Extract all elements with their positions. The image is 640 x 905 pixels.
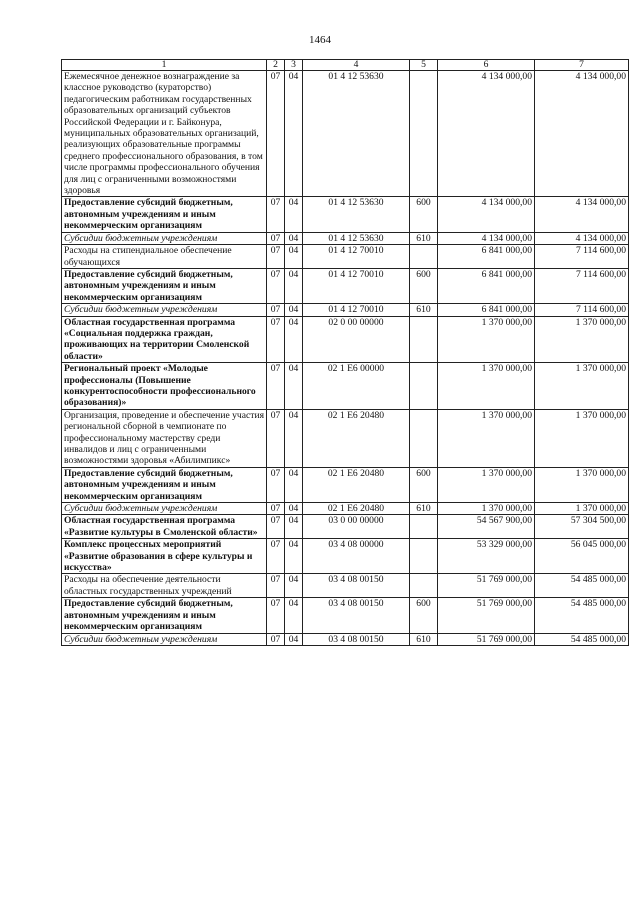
subsection-code-cell: 04 [285, 539, 303, 574]
expense-type-cell [410, 71, 438, 197]
section-code-cell: 07 [267, 268, 285, 303]
target-article-cell: 03 4 08 00000 [303, 539, 410, 574]
expense-type-cell: 610 [410, 304, 438, 316]
amount-year2-cell: 54 485 000,00 [535, 574, 629, 598]
page-number: 1464 [309, 34, 331, 46]
amount-year2-cell: 54 485 000,00 [535, 633, 629, 645]
table-row [62, 598, 629, 633]
amount-year2-cell: 54 485 000,00 [535, 598, 629, 633]
subsection-code-cell: 04 [285, 316, 303, 363]
amount-year2-cell: 1 370 000,00 [535, 467, 629, 502]
table-row [62, 503, 629, 515]
subsection-code-cell: 04 [285, 633, 303, 645]
target-article-cell: 01 4 12 70010 [303, 304, 410, 316]
row-name-cell: Предоставление субсидий бюджетным, автономным учреждениям и иным некоммерческим организациям [62, 598, 267, 633]
amount-year2-cell: 7 114 600,00 [535, 268, 629, 303]
amount-year1-cell: 54 567 900,00 [438, 515, 535, 539]
row-name-cell: Ежемесячное денежное вознаграждение за классное руководство (кураторство) педагогическим работникам государственных образовательных организаций субъектов Российской Федерации и г. Байконура, муниципальных образовательных организаций, реализующих образовательные программы среднего профессионального образования, в том числе программы профессионального обучения для лиц с ограниченными возможностями здоровья [62, 71, 267, 197]
expense-type-cell [410, 539, 438, 574]
subsection-code-cell: 04 [285, 363, 303, 410]
section-code-cell: 07 [267, 539, 285, 574]
row-name-cell: Предоставление субсидий бюджетным, автономным учреждениям и иным некоммерческим организациям [62, 467, 267, 502]
target-article-cell: 03 4 08 00150 [303, 633, 410, 645]
section-code-cell: 07 [267, 633, 285, 645]
amount-year2-cell: 4 134 000,00 [535, 197, 629, 232]
amount-year1-cell: 4 134 000,00 [438, 71, 535, 197]
section-code-cell: 07 [267, 197, 285, 232]
subsection-code-cell: 04 [285, 71, 303, 197]
target-article-cell: 02 1 Е6 20480 [303, 467, 410, 502]
expense-type-cell: 610 [410, 633, 438, 645]
subsection-code-cell: 04 [285, 515, 303, 539]
column-header: 7 [535, 60, 629, 71]
section-code-cell: 07 [267, 232, 285, 244]
expense-type-cell [410, 515, 438, 539]
target-article-cell: 01 4 12 53630 [303, 197, 410, 232]
table-row [62, 574, 629, 598]
section-code-cell: 07 [267, 515, 285, 539]
row-name-cell: Региональный проект «Молодые профессионалы (Повышение конкурентоспособности профессионального образования)» [62, 363, 267, 410]
column-header: 2 [267, 60, 285, 71]
target-article-cell: 01 4 12 53630 [303, 71, 410, 197]
table-row [62, 232, 629, 244]
row-name-cell: Предоставление субсидий бюджетным, автономным учреждениям и иным некоммерческим организациям [62, 268, 267, 303]
expense-type-cell: 600 [410, 598, 438, 633]
amount-year2-cell: 1 370 000,00 [535, 316, 629, 363]
row-name-cell: Расходы на обеспечение деятельности областных государственных учреждений [62, 574, 267, 598]
amount-year1-cell: 1 370 000,00 [438, 409, 535, 467]
section-code-cell: 07 [267, 304, 285, 316]
column-header: 5 [410, 60, 438, 71]
subsection-code-cell: 04 [285, 574, 303, 598]
target-article-cell: 01 4 12 53630 [303, 232, 410, 244]
amount-year1-cell: 51 769 000,00 [438, 598, 535, 633]
expense-type-cell: 610 [410, 232, 438, 244]
row-name-cell: Субсидии бюджетным учреждениям [62, 304, 267, 316]
table-row [62, 245, 629, 269]
amount-year1-cell: 53 329 000,00 [438, 539, 535, 574]
target-article-cell: 02 1 Е6 00000 [303, 363, 410, 410]
expense-type-cell: 600 [410, 197, 438, 232]
amount-year2-cell: 4 134 000,00 [535, 71, 629, 197]
amount-year2-cell: 56 045 000,00 [535, 539, 629, 574]
section-code-cell: 07 [267, 503, 285, 515]
budget-table [61, 59, 629, 646]
amount-year2-cell: 1 370 000,00 [535, 363, 629, 410]
section-code-cell: 07 [267, 71, 285, 197]
expense-type-cell [410, 574, 438, 598]
amount-year1-cell: 4 134 000,00 [438, 232, 535, 244]
target-article-cell: 03 4 08 00150 [303, 574, 410, 598]
table-row [62, 467, 629, 502]
expense-type-cell: 600 [410, 268, 438, 303]
section-code-cell: 07 [267, 409, 285, 467]
expense-type-cell: 610 [410, 503, 438, 515]
target-article-cell: 01 4 12 70010 [303, 268, 410, 303]
column-header: 4 [303, 60, 410, 71]
amount-year2-cell: 57 304 500,00 [535, 515, 629, 539]
amount-year1-cell: 1 370 000,00 [438, 503, 535, 515]
table-row [62, 363, 629, 410]
amount-year1-cell: 6 841 000,00 [438, 268, 535, 303]
amount-year2-cell: 7 114 600,00 [535, 245, 629, 269]
target-article-cell: 01 4 12 70010 [303, 245, 410, 269]
amount-year1-cell: 6 841 000,00 [438, 304, 535, 316]
row-name-cell: Областная государственная программа «Развитие культуры в Смоленской области» [62, 515, 267, 539]
column-header: 1 [62, 60, 267, 71]
row-name-cell: Субсидии бюджетным учреждениям [62, 232, 267, 244]
target-article-cell: 02 0 00 00000 [303, 316, 410, 363]
table-row [62, 316, 629, 363]
section-code-cell: 07 [267, 598, 285, 633]
header-row [62, 60, 629, 71]
amount-year2-cell: 4 134 000,00 [535, 232, 629, 244]
subsection-code-cell: 04 [285, 268, 303, 303]
amount-year1-cell: 51 769 000,00 [438, 633, 535, 645]
target-article-cell: 03 4 08 00150 [303, 598, 410, 633]
section-code-cell: 07 [267, 245, 285, 269]
table-row [62, 633, 629, 645]
table-row [62, 539, 629, 574]
expense-type-cell [410, 409, 438, 467]
column-header: 3 [285, 60, 303, 71]
section-code-cell: 07 [267, 316, 285, 363]
table-row [62, 268, 629, 303]
row-name-cell: Расходы на стипендиальное обеспечение обучающихся [62, 245, 267, 269]
amount-year2-cell: 1 370 000,00 [535, 503, 629, 515]
table-row [62, 304, 629, 316]
section-code-cell: 07 [267, 363, 285, 410]
row-name-cell: Субсидии бюджетным учреждениям [62, 633, 267, 645]
expense-type-cell [410, 316, 438, 363]
row-name-cell: Организация, проведение и обеспечение участия региональной сборной в чемпионате по профессиональному мастерству среди инвалидов и лиц с ограниченными возможностями здоровья «Абилимпикс» [62, 409, 267, 467]
amount-year1-cell: 51 769 000,00 [438, 574, 535, 598]
amount-year1-cell: 4 134 000,00 [438, 197, 535, 232]
amount-year1-cell: 1 370 000,00 [438, 316, 535, 363]
target-article-cell: 03 0 00 00000 [303, 515, 410, 539]
amount-year1-cell: 1 370 000,00 [438, 363, 535, 410]
amount-year2-cell: 7 114 600,00 [535, 304, 629, 316]
subsection-code-cell: 04 [285, 598, 303, 633]
expense-type-cell [410, 245, 438, 269]
table-row [62, 409, 629, 467]
expense-type-cell: 600 [410, 467, 438, 502]
subsection-code-cell: 04 [285, 245, 303, 269]
table-row [62, 515, 629, 539]
row-name-cell: Областная государственная программа «Социальная поддержка граждан, проживающих на территории Смоленской области» [62, 316, 267, 363]
target-article-cell: 02 1 Е6 20480 [303, 409, 410, 467]
amount-year1-cell: 1 370 000,00 [438, 467, 535, 502]
amount-year2-cell: 1 370 000,00 [535, 409, 629, 467]
subsection-code-cell: 04 [285, 503, 303, 515]
table-row [62, 71, 629, 197]
subsection-code-cell: 04 [285, 409, 303, 467]
subsection-code-cell: 04 [285, 197, 303, 232]
subsection-code-cell: 04 [285, 304, 303, 316]
section-code-cell: 07 [267, 467, 285, 502]
amount-year1-cell: 6 841 000,00 [438, 245, 535, 269]
table-row [62, 197, 629, 232]
section-code-cell: 07 [267, 574, 285, 598]
subsection-code-cell: 04 [285, 232, 303, 244]
target-article-cell: 02 1 Е6 20480 [303, 503, 410, 515]
row-name-cell: Комплекс процессных мероприятий «Развитие образования в сфере культуры и искусства» [62, 539, 267, 574]
row-name-cell: Субсидии бюджетным учреждениям [62, 503, 267, 515]
column-header: 6 [438, 60, 535, 71]
row-name-cell: Предоставление субсидий бюджетным, автономным учреждениям и иным некоммерческим организациям [62, 197, 267, 232]
subsection-code-cell: 04 [285, 467, 303, 502]
expense-type-cell [410, 363, 438, 410]
